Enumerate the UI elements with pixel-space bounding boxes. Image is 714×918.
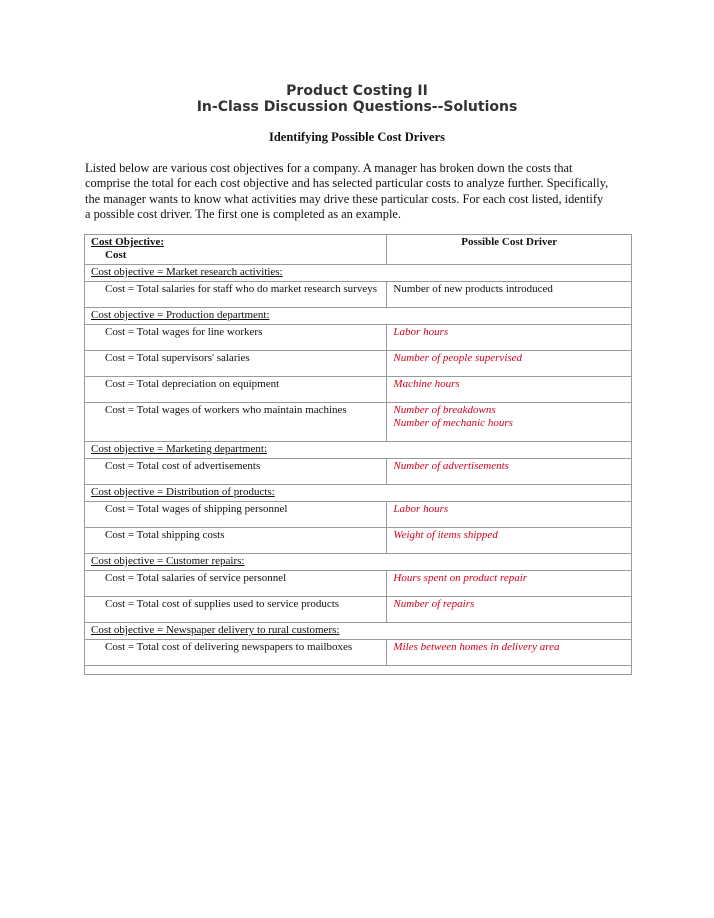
table-row [85,571,632,597]
answer-driver-cell [387,325,632,351]
answer-driver-cell [387,403,632,442]
header-cost-objective: Cost Objective: [91,236,165,248]
section-cell [85,265,632,282]
section-cell [85,442,632,459]
cost-objective-label: Cost objective = Distribution of products: [91,486,275,498]
cost-driver-text: Number of breakdowns [393,404,496,416]
section-row [85,308,632,325]
cost-driver-text: Labor hours [393,503,449,515]
cost-driver-text: Hours spent on product repair [393,572,528,584]
table-row [85,528,632,554]
cost-cell: Cost = Total cost of advertisements [85,459,387,485]
table-row [85,459,632,485]
cost-cell: Cost = Total wages for line workers [85,325,387,351]
cost-driver-text: Labor hours [393,326,449,338]
section-row [85,485,632,502]
table-row [85,502,632,528]
cost-cell: Cost = Total cost of delivering newspapers to mailboxes [85,640,387,666]
table-end-cell [85,666,632,675]
answer-driver-cell [387,640,632,666]
intro-line: comprise the total for each cost objective and has selected particular costs to analyze further. Specifically, [85,176,609,191]
table-row [85,351,632,377]
table-row [85,597,632,623]
section-row [85,442,632,459]
cost-cell: Cost = Total cost of supplies used to service products [85,597,387,623]
answer-driver-cell [387,377,632,403]
table-end-row [85,666,632,675]
section-cell [85,485,632,502]
cost-driver-text: Number of repairs [393,598,475,610]
section-row [85,554,632,571]
answer-driver-cell [387,571,632,597]
header-cell-driver [387,235,632,265]
cost-driver-text: Number of advertisements [393,460,509,472]
table-row [85,325,632,351]
table-row [85,403,632,442]
answer-driver-cell [387,597,632,623]
section-row [85,623,632,640]
example-driver-cell [387,282,632,308]
cost-objective-label: Cost objective = Marketing department: [91,443,268,455]
cost-driver-text: Weight of items shipped [393,529,498,541]
header-cell-objective [85,235,387,265]
section-cell [85,623,632,640]
cost-driver-text: Number of new products introduced [393,283,553,295]
header-possible-cost-driver: Possible Cost Driver [461,236,558,248]
answer-driver-cell [387,351,632,377]
cost-objective-label: Cost objective = Newspaper delivery to rural customers: [91,624,340,636]
cost-cell: Cost = Total salaries for staff who do market research surveys [85,282,387,308]
cost-driver-table [84,234,632,675]
cost-driver-text: Miles between homes in delivery area [393,641,560,653]
section-heading: Identifying Possible Cost Drivers [268,130,446,144]
document-title: Product Costing II [286,83,428,99]
section-row [85,265,632,282]
intro-line: a possible cost driver. The first one is completed as an example. [85,206,401,221]
table-row [85,377,632,403]
answer-driver-cell [387,528,632,554]
cost-driver-text: Machine hours [393,378,460,390]
cost-cell: Cost = Total wages of workers who maintain machines [85,403,387,442]
cost-objective-label: Cost objective = Customer repairs: [91,555,245,567]
cost-cell: Cost = Total supervisors' salaries [85,351,387,377]
cost-objective-label: Cost objective = Market research activities: [91,266,283,278]
intro-line: Listed below are various cost objectives for a company. A manager has broken down the costs that [85,161,573,175]
cost-objective-label: Cost objective = Production department: [91,309,270,321]
table-header-row [85,235,632,265]
cost-driver-text: Number of mechanic hours [393,417,513,429]
cost-cell: Cost = Total shipping costs [85,528,387,554]
intro-line: the manager wants to know what activities may drive these particular costs. For each cost listed, identify [85,191,604,206]
table-row [85,640,632,666]
header-cost: Cost [105,249,127,261]
answer-driver-cell [387,502,632,528]
table-row [85,282,632,308]
cost-cell: Cost = Total wages of shipping personnel [85,502,387,528]
section-cell [85,308,632,325]
document-subtitle-title: In-Class Discussion Questions--Solutions [196,99,518,115]
section-cell [85,554,632,571]
answer-driver-cell [387,459,632,485]
cost-cell: Cost = Total depreciation on equipment [85,377,387,403]
intro-paragraph [85,161,635,222]
cost-driver-text: Number of people supervised [393,352,523,364]
cost-cell: Cost = Total salaries of service personnel [85,571,387,597]
